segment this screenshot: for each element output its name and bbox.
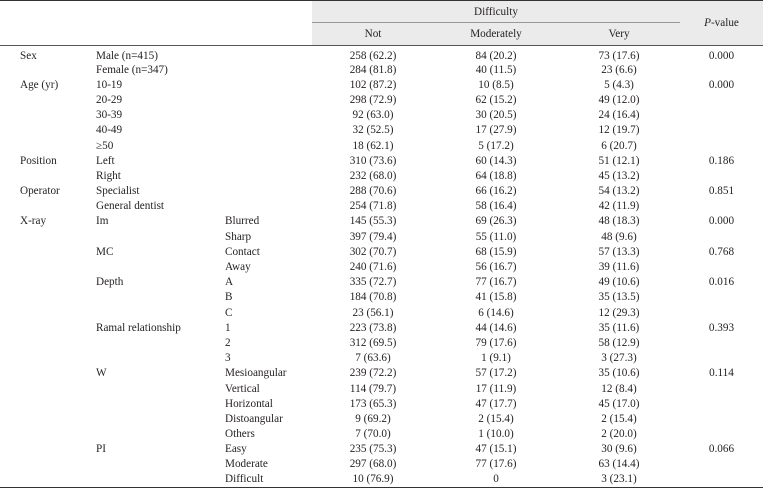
cell-c3: C — [225, 306, 233, 319]
cell-c2: General dentist — [96, 200, 165, 213]
cell-mod: 30 (20.5) — [475, 109, 517, 122]
table-row — [0, 153, 763, 168]
cell-c1 — [0, 366, 96, 381]
cell-p — [680, 411, 763, 426]
cell-not: 254 (71.8) — [349, 200, 397, 213]
cell-not: 102 (87.2) — [349, 78, 397, 91]
cell-c2 — [96, 305, 225, 320]
cell-c3 — [225, 199, 312, 214]
cell-c3: Distoangular — [225, 412, 283, 425]
cell-p: 0.000 — [708, 215, 735, 228]
cell-very: 35 (10.6) — [598, 367, 640, 380]
cell-c3 — [225, 184, 312, 199]
table-header — [0, 1, 763, 46]
cell-p — [680, 123, 763, 138]
cell-c1 — [0, 92, 96, 107]
cell-mod: 5 (17.2) — [478, 139, 514, 152]
cell-c3: B — [225, 291, 233, 304]
cell-mod: 57 (17.2) — [475, 367, 517, 380]
cell-very: 48 (18.3) — [598, 215, 640, 228]
cell-c2: 10-19 — [96, 78, 123, 91]
table-row — [0, 214, 763, 229]
cell-c3: Vertical — [225, 382, 260, 395]
table-row — [0, 320, 763, 335]
cell-c3: Easy — [225, 443, 247, 456]
table-row — [0, 229, 763, 244]
cell-c1: X-ray — [20, 215, 47, 228]
cell-not: 23 (56.1) — [352, 306, 394, 319]
cell-c3: 1 — [225, 321, 231, 334]
cell-mod: 1 (9.1) — [481, 352, 511, 365]
cell-c2 — [96, 259, 225, 274]
cell-p — [680, 290, 763, 305]
cell-c2: ≥50 — [96, 139, 114, 152]
cell-mod: 64 (18.8) — [475, 169, 517, 182]
cell-c3 — [225, 46, 312, 63]
cell-c1 — [0, 259, 96, 274]
cell-not: 223 (73.8) — [349, 321, 397, 334]
cell-mod: 66 (16.2) — [475, 185, 517, 198]
table-row — [0, 123, 763, 138]
cell-c3 — [225, 138, 312, 153]
table-row — [0, 244, 763, 259]
cell-c1 — [0, 275, 96, 290]
cell-c3: 3 — [225, 352, 231, 365]
cell-c1 — [0, 381, 96, 396]
table-row — [0, 199, 763, 214]
cell-c3: 2 — [225, 336, 231, 349]
cell-c1 — [0, 442, 96, 457]
cell-p — [680, 229, 763, 244]
cell-not: 298 (72.9) — [349, 93, 397, 106]
cell-very: 12 (19.7) — [598, 124, 640, 137]
cell-c1: Sex — [20, 50, 37, 62]
cell-not: 7 (63.6) — [355, 352, 391, 365]
cell-not: 18 (62.1) — [352, 139, 394, 152]
cell-c2: W — [96, 367, 107, 380]
cell-not: 173 (65.3) — [349, 397, 397, 410]
cell-mod: 6 (14.6) — [478, 306, 514, 319]
table-row — [0, 92, 763, 107]
table-row — [0, 108, 763, 123]
cell-very: 39 (11.6) — [598, 261, 640, 274]
cell-not: 284 (81.8) — [349, 63, 397, 76]
cell-mod: 17 (11.9) — [475, 382, 517, 395]
not-header: Not — [312, 23, 434, 46]
cell-not: 335 (72.7) — [349, 276, 397, 289]
cell-c2: Specialist — [96, 185, 140, 198]
table-row — [0, 427, 763, 442]
cell-c3: Sharp — [225, 230, 252, 243]
cell-c1 — [0, 320, 96, 335]
cell-very: 57 (13.3) — [598, 245, 640, 258]
cell-not: 288 (70.6) — [349, 185, 397, 198]
table-row — [0, 275, 763, 290]
cell-not: 184 (70.8) — [349, 291, 397, 304]
cell-p — [680, 108, 763, 123]
cell-c3 — [225, 92, 312, 107]
cell-c3: Horizontal — [225, 397, 273, 410]
cell-c1: Operator — [20, 185, 60, 198]
cell-p: 0.186 — [708, 154, 735, 167]
cell-very: 45 (17.0) — [598, 397, 640, 410]
cell-not: 240 (71.6) — [349, 261, 397, 274]
table-row — [0, 335, 763, 350]
cell-very: 12 (29.3) — [598, 306, 640, 319]
cell-c1 — [0, 290, 96, 305]
cell-c3 — [225, 62, 312, 77]
cell-very: 73 (17.6) — [598, 50, 640, 62]
cell-p: 0.066 — [708, 443, 735, 456]
table-row — [0, 290, 763, 305]
cell-very: 3 (27.3) — [601, 352, 637, 365]
cell-c3: Others — [225, 428, 255, 441]
cell-c2: Ramal relationship — [96, 321, 181, 334]
cell-very: 23 (6.6) — [601, 63, 637, 76]
cell-p: 0.393 — [708, 321, 735, 334]
table-row — [0, 305, 763, 320]
cell-very: 51 (12.1) — [598, 154, 640, 167]
cell-p — [680, 396, 763, 411]
cell-c1 — [0, 62, 96, 77]
table-row — [0, 472, 763, 487]
cell-not: 145 (55.3) — [349, 215, 397, 228]
cell-very: 3 (23.1) — [601, 473, 637, 486]
difficulty-header: Difficulty — [312, 1, 680, 23]
cell-c1 — [0, 305, 96, 320]
cell-mod: 41 (15.8) — [475, 291, 517, 304]
cell-p — [680, 168, 763, 183]
cell-very: 63 (14.4) — [598, 458, 640, 471]
table-row — [0, 396, 763, 411]
cell-c2 — [96, 381, 225, 396]
cell-c1 — [0, 244, 96, 259]
cell-very: 48 (9.6) — [601, 230, 637, 243]
table-body — [0, 46, 763, 488]
cell-c1 — [0, 229, 96, 244]
cell-p: 0.000 — [708, 50, 735, 62]
cell-c2: 30-39 — [96, 109, 123, 122]
cell-very: 2 (20.0) — [601, 428, 637, 441]
cell-not: 32 (52.5) — [352, 124, 394, 137]
cell-c2 — [96, 411, 225, 426]
cell-not: 397 (79.4) — [349, 230, 397, 243]
cell-c2 — [96, 229, 225, 244]
cell-mod: 2 (15.4) — [478, 412, 514, 425]
table-row — [0, 259, 763, 274]
table-row — [0, 381, 763, 396]
cell-c2 — [96, 472, 225, 487]
cell-mod: 60 (14.3) — [475, 154, 517, 167]
cell-very: 24 (16.4) — [598, 109, 640, 122]
cell-very: 5 (4.3) — [604, 78, 634, 91]
table-row — [0, 62, 763, 77]
cell-not: 92 (63.0) — [352, 109, 394, 122]
cell-mod: 79 (17.6) — [475, 336, 517, 349]
cell-c2 — [96, 427, 225, 442]
cell-c2: Male (n=415) — [96, 50, 158, 62]
cell-very: 49 (12.0) — [598, 93, 640, 106]
cell-not: 258 (62.2) — [349, 50, 397, 62]
cell-mod: 1 (10.0) — [478, 428, 514, 441]
cell-mod: 62 (15.2) — [475, 93, 517, 106]
cell-p: 0.114 — [709, 367, 734, 380]
cell-mod: 56 (16.7) — [475, 261, 517, 274]
cell-c1 — [0, 427, 96, 442]
cell-c3: Moderate — [225, 458, 268, 471]
cell-c1 — [0, 123, 96, 138]
cell-c2 — [96, 351, 225, 366]
cell-c1 — [0, 108, 96, 123]
cell-c3 — [225, 77, 312, 92]
cell-mod: 77 (17.6) — [475, 458, 517, 471]
p-value-header: P-value — [680, 1, 763, 46]
cell-c2: Depth — [96, 276, 124, 289]
cell-c1 — [0, 335, 96, 350]
table-row — [0, 411, 763, 426]
cell-c1 — [0, 138, 96, 153]
cell-p — [680, 92, 763, 107]
cell-c3: A — [225, 276, 234, 289]
cell-mod: 10 (8.5) — [478, 78, 514, 91]
cell-p — [680, 62, 763, 77]
cell-very: 30 (9.6) — [601, 443, 637, 456]
cell-c1 — [0, 411, 96, 426]
cell-c2 — [96, 290, 225, 305]
cell-p — [680, 457, 763, 472]
cell-not: 312 (69.5) — [349, 336, 397, 349]
cell-not: 232 (68.0) — [349, 169, 397, 182]
cell-c3 — [225, 153, 312, 168]
cell-c2: Im — [96, 215, 109, 228]
cell-very: 49 (10.6) — [598, 276, 640, 289]
cell-mod: 47 (15.1) — [475, 443, 517, 456]
cell-very: 12 (8.4) — [601, 382, 637, 395]
cell-mod: 68 (15.9) — [475, 245, 517, 258]
cell-c1 — [0, 199, 96, 214]
table-row — [0, 366, 763, 381]
cell-p — [680, 199, 763, 214]
cell-not: 235 (75.3) — [349, 443, 397, 456]
cell-not: 310 (73.6) — [349, 154, 397, 167]
cell-c1 — [0, 168, 96, 183]
cell-mod: 55 (11.0) — [475, 230, 517, 243]
cell-mod: 77 (16.7) — [475, 276, 517, 289]
cell-not: 9 (69.2) — [355, 412, 391, 425]
cell-mod: 47 (17.7) — [475, 397, 517, 410]
table-row — [0, 46, 763, 63]
cell-very: 2 (15.4) — [601, 412, 637, 425]
cell-very: 35 (11.6) — [598, 321, 640, 334]
cell-mod: 17 (27.9) — [475, 124, 517, 137]
cell-c2 — [96, 396, 225, 411]
cell-c2: PI — [96, 443, 106, 456]
cell-p: 0.016 — [708, 276, 735, 289]
cell-c2: 40-49 — [96, 124, 123, 137]
cell-p — [680, 138, 763, 153]
cell-c2: Left — [96, 154, 115, 167]
cell-p — [680, 259, 763, 274]
table-row — [0, 138, 763, 153]
cell-c3 — [225, 168, 312, 183]
cell-p — [680, 335, 763, 350]
table-row — [0, 184, 763, 199]
cell-c2: 20-29 — [96, 93, 123, 106]
cell-c1 — [0, 396, 96, 411]
cell-p — [680, 427, 763, 442]
cell-p: 0.000 — [708, 78, 735, 91]
table-row — [0, 351, 763, 366]
cell-c3 — [225, 123, 312, 138]
cell-c2: MC — [96, 245, 114, 258]
cell-very: 35 (13.5) — [598, 291, 640, 304]
cell-c3: Difficult — [225, 473, 264, 486]
table-row — [0, 168, 763, 183]
cell-mod: 84 (20.2) — [475, 50, 517, 62]
cell-p — [680, 351, 763, 366]
cell-p — [680, 472, 763, 487]
cell-p: 0.768 — [708, 245, 735, 258]
cell-c1 — [0, 457, 96, 472]
cell-c2 — [96, 457, 225, 472]
cell-c1 — [0, 472, 96, 487]
cell-not: 297 (68.0) — [349, 458, 397, 471]
cell-c3: Contact — [225, 245, 260, 258]
cell-not: 239 (72.2) — [349, 367, 397, 380]
moderately-header: Moderately — [434, 23, 558, 46]
cell-mod: 40 (11.5) — [475, 63, 517, 76]
cell-c3: Mesioangular — [225, 367, 287, 380]
cell-p: 0.851 — [708, 185, 735, 198]
table-row — [0, 457, 763, 472]
cell-c1: Position — [20, 154, 57, 167]
table-row — [0, 442, 763, 457]
cell-very: 42 (11.9) — [598, 200, 640, 213]
cell-c1: Age (yr) — [20, 78, 59, 91]
cell-c3: Blurred — [225, 215, 260, 228]
cell-c2: Female (n=347) — [96, 63, 168, 76]
cell-very: 45 (13.2) — [598, 169, 640, 182]
cell-mod: 44 (14.6) — [475, 321, 517, 334]
cell-very: 58 (12.9) — [598, 336, 640, 349]
cell-not: 10 (76.9) — [352, 473, 394, 486]
cell-p — [680, 381, 763, 396]
cell-not: 7 (70.0) — [355, 428, 391, 441]
cell-not: 114 (79.7) — [349, 382, 397, 395]
cell-mod: 69 (26.3) — [475, 215, 517, 228]
cell-c1 — [0, 351, 96, 366]
table-row — [0, 77, 763, 92]
cell-c3: Away — [225, 261, 251, 274]
cell-c3 — [225, 108, 312, 123]
cell-very: 54 (13.2) — [598, 185, 640, 198]
cell-not: 302 (70.7) — [349, 245, 397, 258]
cell-p — [680, 305, 763, 320]
very-header: Very — [558, 23, 680, 46]
cell-mod: 0 — [493, 473, 499, 486]
cell-mod: 58 (16.4) — [475, 200, 517, 213]
cell-c2 — [96, 335, 225, 350]
cell-c2: Right — [96, 169, 121, 182]
cell-very: 6 (20.7) — [601, 139, 637, 152]
